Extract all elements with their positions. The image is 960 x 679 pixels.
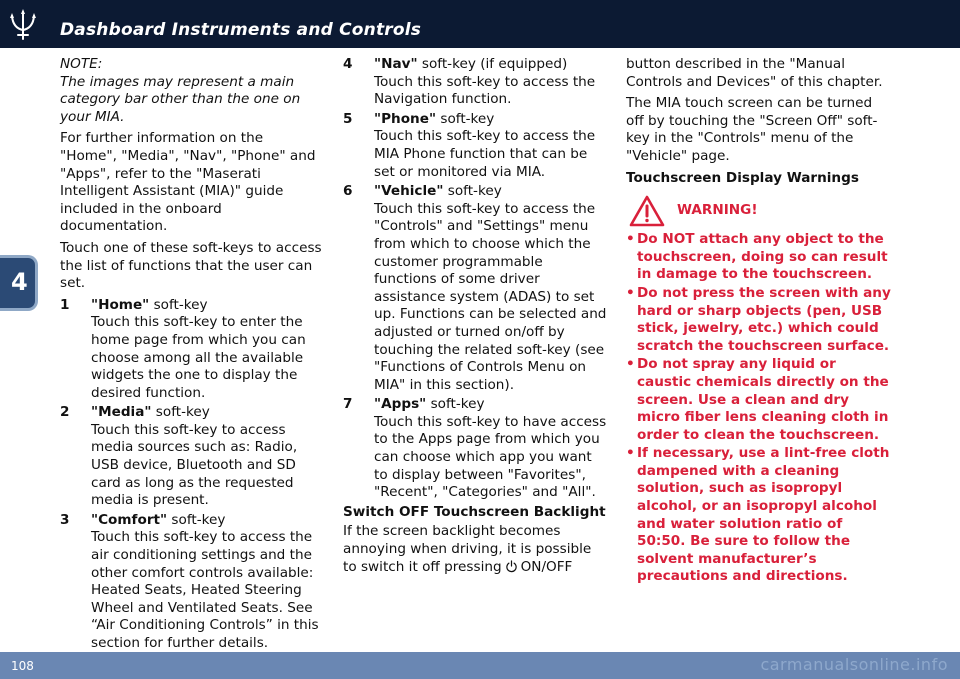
- backlight-paragraph: [343, 523, 609, 576]
- item-description: Touch this soft-key to have access to the Apps page from which you can choose which app you want to display between "Favorites", "Recent", "Categories" and "All".: [374, 413, 607, 501]
- item-name: "Phone": [374, 110, 437, 127]
- column-1: [60, 56, 322, 655]
- warnings-heading: Touchscreen Display Warnings: [626, 169, 859, 186]
- warning-list: [626, 231, 894, 586]
- item-name: "Comfort": [91, 511, 168, 528]
- item-suffix: soft-key: [151, 404, 210, 421]
- list-item: [343, 183, 609, 394]
- paragraph-references: For further information on the "Home", "Media", "Nav", "Phone" and "Apps", refer to the "Maserati Intelligent Assistant (MIA)" guide included in the onboard documentation.: [60, 130, 316, 235]
- item-number: 4: [343, 56, 353, 72]
- item-suffix: soft-key: [443, 183, 502, 200]
- backlight-heading: Switch OFF Touchscreen Backlight: [343, 503, 606, 520]
- chapter-number: 4: [11, 268, 28, 296]
- item-name: "Vehicle": [374, 183, 444, 200]
- warning-triangle-icon: [629, 195, 665, 227]
- item-number: 3: [60, 511, 70, 528]
- note-block: [60, 56, 322, 126]
- item-number: 7: [343, 396, 353, 413]
- warning-label: WARNING!: [677, 202, 758, 219]
- item-name: "Media": [91, 404, 152, 421]
- item-number: 5: [343, 110, 353, 127]
- list-item: [60, 512, 322, 653]
- backlight-text: If the screen backlight becomes annoying when driving, it is possible to switch it off pressing: [343, 523, 592, 575]
- warning-item: • Do NOT attach any object to the touchscreen, doing so can result in damage to the touchscreen.: [626, 231, 894, 284]
- item-description: Touch this soft-key to access the MIA Phone function that can be set or monitored via MIA.: [374, 128, 596, 180]
- warning-item: • Do not spray any liquid or caustic chemicals directly on the screen. Use a clean and dry micro fiber lens cleaning cloth in order to clean the touchscreen.: [626, 356, 894, 444]
- backlight-continuation: button described in the "Manual Controls and Devices" of this chapter.: [626, 56, 883, 90]
- page-footer: [0, 652, 960, 679]
- item-description: Touch this soft-key to access the air conditioning settings and the other comfort controls available: Heated Seats, Heated Steering Wheel and Ventilated Seats. See “Air Conditioning Controls” in this section for further details.: [91, 529, 319, 651]
- list-item: [343, 56, 609, 109]
- item-name: "Apps": [374, 396, 427, 413]
- section-title: Dashboard Instruments and Controls: [60, 20, 422, 40]
- item-number: 1: [60, 296, 70, 313]
- item-suffix: soft-key: [167, 511, 226, 528]
- note-text: The images may represent a main category bar other than the one on your MIA.: [60, 73, 301, 125]
- warning-item: • Do not press the screen with any hard or sharp objects (pen, USB stick, jewelry, etc.) which could scratch the touchscreen surface.: [626, 285, 894, 355]
- list-item: [60, 404, 322, 510]
- item-description: Touch this soft-key to access the "Controls" and "Settings" menu from which to choose which the customer programmable functions of some driver assistance system (ADAS) to set up. Functions can be selected and adjusted or turned on/off by touching the related soft-key (see "Functions of Controls Menu on MIA" in this section).: [374, 200, 607, 393]
- item-name: "Nav": [374, 56, 418, 72]
- item-number: 6: [343, 183, 353, 200]
- item-suffix: soft-key: [436, 110, 495, 127]
- trident-logo-icon: [6, 8, 40, 42]
- screen-off-paragraph: The MIA touch screen can be turned off by touching the "Screen Off" soft-key in the "Controls" menu of the "Vehicle" page.: [626, 95, 878, 164]
- item-suffix: soft-key: [426, 396, 485, 413]
- item-suffix: soft-key: [149, 296, 208, 313]
- list-item: [343, 111, 609, 181]
- column-2: [343, 56, 609, 580]
- item-description: Touch this soft-key to access media sources such as: Radio, USB device, Bluetooth and SD card as long as the requested media is present.: [91, 421, 298, 509]
- warning-item: • If necessary, use a lint-free cloth dampened with a cleaning solution, such as isopropyl alcohol, or an isopropyl alcohol and water solution ratio of 50:50. Be sure to follow the solvent manufacturer’s precautions and directions.: [626, 445, 894, 586]
- item-description: Touch this soft-key to enter the home page from which you can choose among all the available widgets the one to display the desired function.: [91, 314, 306, 401]
- chapter-tab: [0, 255, 38, 311]
- watermark: carmanualsonline.info: [760, 655, 948, 674]
- list-item: [343, 396, 609, 502]
- page-header: [0, 0, 960, 48]
- backlight-button-name: ON/OFF: [520, 558, 573, 575]
- warning-label-row: [626, 195, 894, 227]
- item-description: Touch this soft-key to access the Navigation function.: [374, 73, 596, 108]
- paragraph-intro: Touch one of these soft-keys to access the list of functions that the user can set.: [60, 239, 322, 292]
- power-icon: [505, 560, 518, 573]
- note-title: NOTE:: [60, 56, 103, 72]
- page-number: 108: [11, 659, 34, 673]
- list-item: [60, 297, 322, 403]
- item-name: "Home": [91, 296, 150, 313]
- column-3: [626, 56, 894, 587]
- item-suffix: soft-key (if equipped): [417, 56, 568, 72]
- item-number: 2: [60, 404, 70, 421]
